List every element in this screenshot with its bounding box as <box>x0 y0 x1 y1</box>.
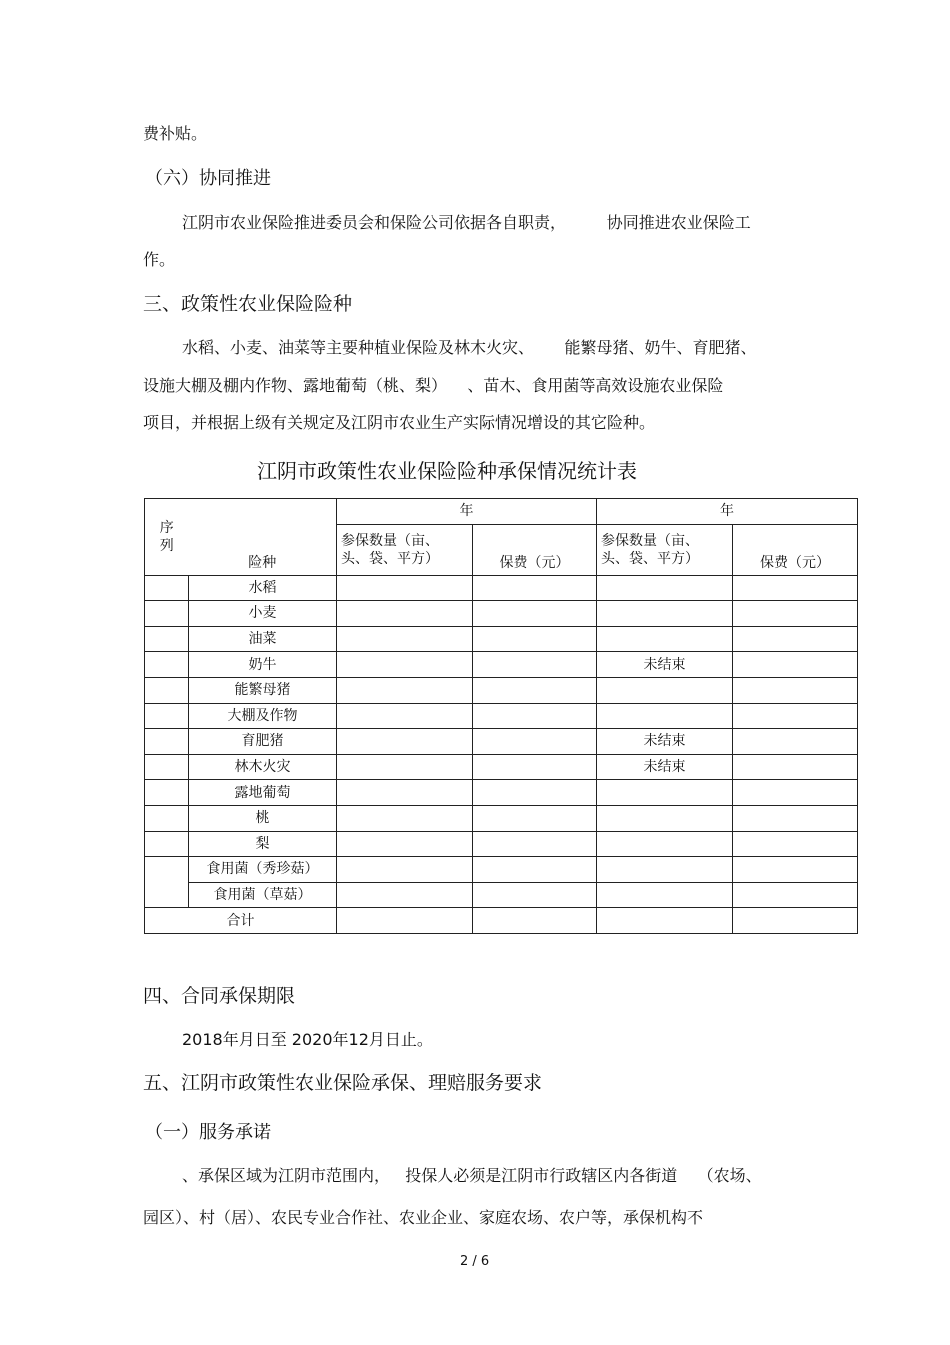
section-3-paragraph-line-3: 项目，并根据上级有关规定及江阴市农业生产实际情况增设的其它险种。 <box>143 413 656 432</box>
cell-seq <box>145 729 189 755</box>
section-5-paragraph-line-2: 园区）、村（居）、农民专业合作社、农业企业、家庭农场、农户等，承保机构不 <box>143 1208 704 1227</box>
cell-fee-b <box>733 729 858 755</box>
cell-qty-a <box>337 626 473 652</box>
cell-qty-a <box>337 857 473 883</box>
cell-type: 小麦 <box>189 601 337 627</box>
cell-type: 育肥猪 <box>189 729 337 755</box>
table-row <box>145 703 858 729</box>
header-qty-a: 参保数量（亩、 头、袋、平方） <box>337 524 473 575</box>
cell-qty-a <box>337 882 473 908</box>
cell-qty-b <box>597 908 733 934</box>
cell-fee-b <box>733 575 858 601</box>
cell-seq <box>145 754 189 780</box>
cell-qty-b <box>597 677 733 703</box>
cell-seq <box>145 703 189 729</box>
cell-type: 食用菌（草菇） <box>189 882 337 908</box>
insurance-statistics-table <box>144 498 858 934</box>
header-fee-a: 保费（元） <box>473 524 597 575</box>
cell-fee-b <box>733 626 858 652</box>
cell-fee-a <box>473 601 597 627</box>
cell-fee-a <box>473 831 597 857</box>
cell-fee-b <box>733 780 858 806</box>
cell-seq <box>145 677 189 703</box>
section-6-heading: （六）协同推进 <box>145 168 271 189</box>
cell-fee-b <box>733 652 858 678</box>
section-5-paragraph-line-1: 、承保区域为江阴市范围内， 投保人必须是江阴市行政辖区内各街道 （农场、 <box>182 1166 762 1185</box>
section-5-heading: 五、江阴市政策性农业保险承保、理赔服务要求 <box>143 1072 543 1094</box>
section-3-paragraph-line-2: 设施大棚及棚内作物、露地葡萄（桃、梨） 、苗木、食用菌等高效设施农业保险 <box>143 376 724 395</box>
cell-type: 水稻 <box>189 575 337 601</box>
cell-qty-a <box>337 729 473 755</box>
cell-seq <box>145 780 189 806</box>
header-year-b: 年 <box>597 499 858 525</box>
cell-qty-a <box>337 754 473 780</box>
header-qty-b: 参保数量（亩、 头、袋、平方） <box>597 524 733 575</box>
cell-qty-b <box>597 626 733 652</box>
table-total-row <box>145 908 858 934</box>
cell-fee-a <box>473 703 597 729</box>
cell-fee-a <box>473 729 597 755</box>
cell-qty-b <box>597 703 733 729</box>
cell-seq <box>145 601 189 627</box>
cell-qty-b <box>597 831 733 857</box>
cell-qty-b: 未结束 <box>597 729 733 755</box>
cell-seq <box>145 805 189 831</box>
section-5-subheading: （一）服务承诺 <box>145 1122 271 1143</box>
section-3-heading: 三、政策性农业保险险种 <box>143 293 353 315</box>
cell-fee-b <box>733 703 858 729</box>
header-fee-b: 保费（元） <box>733 524 858 575</box>
cell-qty-a <box>337 703 473 729</box>
page-number: 2 / 6 <box>460 1254 490 1269</box>
table-row <box>145 805 858 831</box>
cell-seq <box>145 626 189 652</box>
cell-qty-a <box>337 780 473 806</box>
cell-qty-b: 未结束 <box>597 754 733 780</box>
cell-type: 奶牛 <box>189 652 337 678</box>
cell-qty-a <box>337 831 473 857</box>
cell-type: 桃 <box>189 805 337 831</box>
cell-fee-a <box>473 780 597 806</box>
cell-fee-a <box>473 652 597 678</box>
cell-qty-a <box>337 805 473 831</box>
table-row <box>145 780 858 806</box>
cell-fee-b <box>733 677 858 703</box>
header-year-a: 年 <box>337 499 597 525</box>
cell-fee-b <box>733 601 858 627</box>
section-3-paragraph-line-1: 水稻、小麦、油菜等主要种植业保险及林木火灾、 能繁母猪、奶牛、育肥猪、 <box>182 338 757 357</box>
table-row <box>145 882 858 908</box>
table-row <box>145 575 858 601</box>
table-row <box>145 652 858 678</box>
cell-qty-b <box>597 780 733 806</box>
cell-fee-b <box>733 908 858 934</box>
cell-qty-a <box>337 601 473 627</box>
cell-type: 食用菌（秀珍菇） <box>189 857 337 883</box>
cell-seq <box>145 652 189 678</box>
cell-fee-a <box>473 677 597 703</box>
cell-fee-a <box>473 575 597 601</box>
section-6-paragraph-line-2: 作。 <box>143 250 176 269</box>
cell-fee-b <box>733 882 858 908</box>
cell-seq <box>145 575 189 601</box>
cell-seq <box>145 857 189 908</box>
section-6-paragraph-line-1: 江阴市农业保险推进委员会和保险公司依据各自职责， 协同推进农业保险工 <box>182 213 751 232</box>
paragraph-tail: 费补贴。 <box>143 124 208 143</box>
header-seq: 序 列 <box>145 499 189 576</box>
table-row <box>145 626 858 652</box>
cell-qty-b <box>597 805 733 831</box>
cell-seq <box>145 831 189 857</box>
table-row <box>145 729 858 755</box>
table-row <box>145 754 858 780</box>
section-4-heading: 四、合同承保期限 <box>143 985 296 1007</box>
cell-fee-a <box>473 882 597 908</box>
cell-qty-a <box>337 908 473 934</box>
cell-fee-a <box>473 626 597 652</box>
cell-fee-b <box>733 754 858 780</box>
cell-type: 露地葡萄 <box>189 780 337 806</box>
cell-type: 能繁母猪 <box>189 677 337 703</box>
table-row <box>145 857 858 883</box>
table-row <box>145 831 858 857</box>
cell-fee-a <box>473 754 597 780</box>
cell-fee-b <box>733 857 858 883</box>
cell-qty-b <box>597 601 733 627</box>
cell-qty-b <box>597 857 733 883</box>
cell-total-label: 合计 <box>145 908 337 934</box>
cell-qty-b <box>597 575 733 601</box>
cell-fee-b <box>733 805 858 831</box>
cell-type: 油菜 <box>189 626 337 652</box>
cell-qty-b: 未结束 <box>597 652 733 678</box>
cell-fee-a <box>473 857 597 883</box>
cell-fee-a <box>473 908 597 934</box>
cell-qty-a <box>337 575 473 601</box>
cell-fee-a <box>473 805 597 831</box>
table-title: 江阴市政策性农业保险险种承保情况统计表 <box>257 459 637 483</box>
table-row <box>145 601 858 627</box>
cell-qty-a <box>337 652 473 678</box>
cell-qty-b <box>597 882 733 908</box>
cell-type: 林木火灾 <box>189 754 337 780</box>
cell-fee-b <box>733 831 858 857</box>
cell-type: 大棚及作物 <box>189 703 337 729</box>
table-row <box>145 677 858 703</box>
cell-type: 梨 <box>189 831 337 857</box>
section-4-paragraph: 2018年月日至 2020年12月日止。 <box>182 1030 433 1049</box>
cell-qty-a <box>337 677 473 703</box>
header-type: 险种 <box>189 499 337 576</box>
